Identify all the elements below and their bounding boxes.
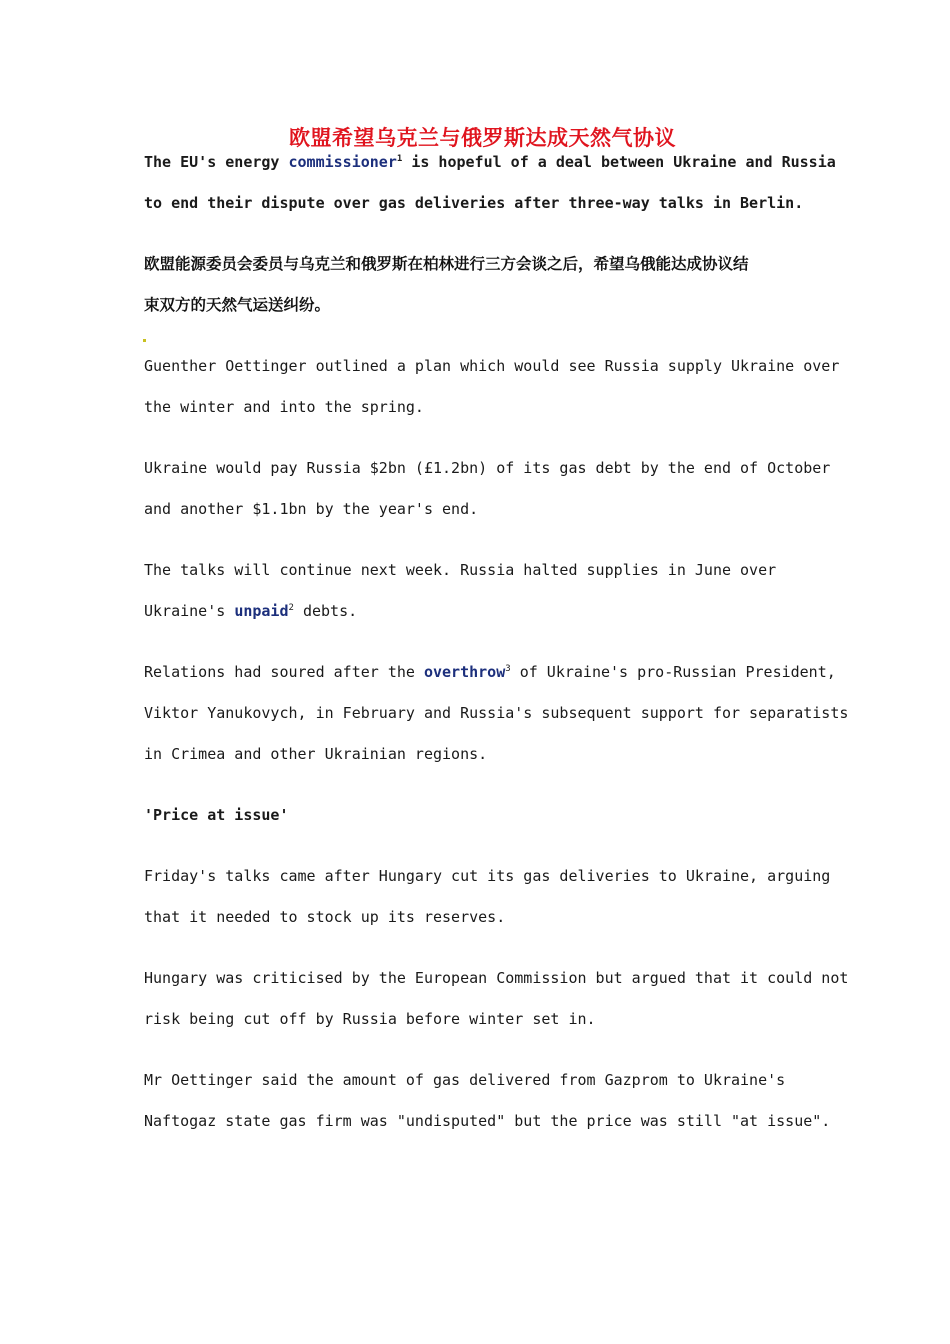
chinese-summary-line-1: 欧盟能源委员会委员与乌克兰和俄罗斯在柏林进行三方会谈之后，希望乌俄能达成协议结: [144, 255, 749, 273]
paragraph-4-line-2: Viktor Yanukovych, in February and Russia's subsequent support for separatists: [144, 704, 849, 722]
paragraph-1-line-2: the winter and into the spring.: [144, 398, 424, 416]
intro-line-1: [144, 152, 836, 172]
paragraph-6-line-2: risk being cut off by Russia before winter set in.: [144, 1010, 596, 1028]
footnote-ref-3: 3: [505, 664, 511, 674]
p4-text-a: Relations had soured after the: [144, 663, 424, 681]
intro-text-a: The EU's energy: [144, 153, 289, 171]
marker-dot: [143, 339, 146, 342]
p4-text-b: of Ukraine's pro-Russian President,: [510, 663, 836, 681]
paragraph-6-line-1: Hungary was criticised by the European Commission but argued that it could not: [144, 969, 849, 987]
paragraph-2-line-2: and another $1.1bn by the year's end.: [144, 500, 479, 518]
intro-line-2: to end their dispute over gas deliveries after three-way talks in Berlin.: [144, 194, 804, 212]
p3-text-a: Ukraine's: [144, 602, 235, 620]
paragraph-4-line-3: in Crimea and other Ukrainian regions.: [144, 745, 488, 763]
chinese-summary-line-2: 束双方的天然气运送纠纷。: [144, 296, 331, 314]
vocab-unpaid: unpaid: [234, 602, 289, 620]
paragraph-7-line-1: Mr Oettinger said the amount of gas delivered from Gazprom to Ukraine's: [144, 1071, 786, 1089]
footnote-ref-1: 1: [396, 154, 403, 164]
paragraph-5-line-2: that it needed to stock up its reserves.: [144, 908, 506, 926]
paragraph-7-line-2: Naftogaz state gas firm was "undisputed" but the price was still "at issue".: [144, 1112, 831, 1130]
footnote-ref-2: 2: [288, 603, 294, 613]
vocab-overthrow: overthrow: [423, 663, 506, 681]
paragraph-3-line-2: [144, 601, 357, 621]
vocab-commissioner: commissioner: [288, 153, 397, 171]
intro-text-b: is hopeful of a deal between Ukraine and Russia: [402, 153, 836, 171]
paragraph-3-line-1: The talks will continue next week. Russia halted supplies in June over: [144, 561, 777, 579]
article-title: 欧盟希望乌克兰与俄罗斯达成天然气协议: [289, 125, 676, 150]
subheading: 'Price at issue': [144, 806, 289, 824]
paragraph-2-line-1: Ukraine would pay Russia $2bn (£1.2bn) of its gas debt by the end of October: [144, 459, 831, 477]
paragraph-4-line-1: [144, 662, 836, 682]
paragraph-5-line-1: Friday's talks came after Hungary cut its gas deliveries to Ukraine, arguing: [144, 867, 831, 885]
paragraph-1-line-1: Guenther Oettinger outlined a plan which would see Russia supply Ukraine over: [144, 357, 840, 375]
p3-text-b: debts.: [293, 602, 358, 620]
